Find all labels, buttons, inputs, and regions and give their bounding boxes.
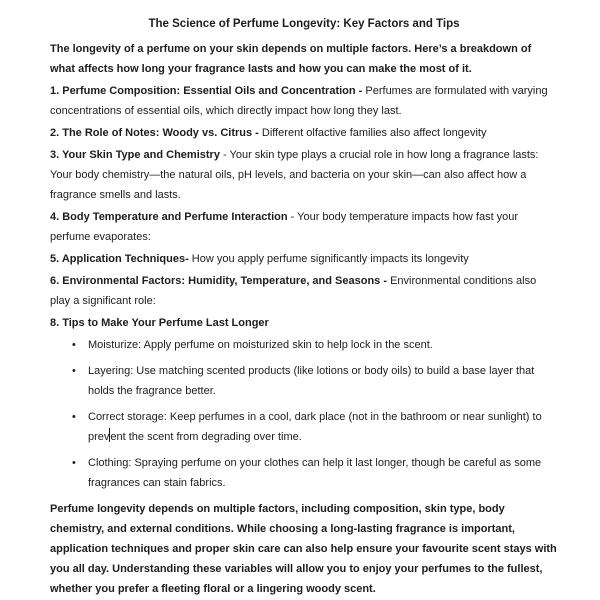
tip-item-moisturize[interactable]: • Moisturize: Apply perfume on moisturized skin to help lock in the scent. xyxy=(88,335,558,355)
section-5-application-techniques[interactable] xyxy=(50,249,558,269)
section-2-role-of-notes[interactable] xyxy=(50,123,558,143)
section-2-body: Different olfactive families also affect longevity xyxy=(261,127,487,139)
section-3-skin-type-chemistry[interactable] xyxy=(50,145,558,205)
section-4-heading: 4. Body Temperature and Perfume Interaction xyxy=(50,211,288,223)
tips-heading[interactable]: 8. Tips to Make Your Perfume Last Longer xyxy=(50,317,269,329)
section-1-body: Perfumes are formulated with varying concentrations of essential oils, which directly impact how long they last. xyxy=(50,85,548,117)
section-2-heading: 2. The Role of Notes: Woody vs. Citrus - xyxy=(50,127,262,139)
conclusion-paragraph[interactable]: Perfume longevity depends on multiple factors, including composition, skin type, body chemistry, and external conditions. While choosing a long-lasting fragrance is important, application techniques and proper skin care can also help ensure your favourite scent stays with you all day. Understanding these variables will allow you to enjoy your perfumes to the fullest, whether you prefer a fleeting floral or a lingering woody scent. xyxy=(50,503,557,595)
section-6-environmental-factors[interactable] xyxy=(50,271,558,311)
tip-text-after-caret: ent the scent from degrading over time. xyxy=(110,431,302,443)
tip-text-before-caret: Correct storage: Keep perfumes in a cool, dark place (not in the bathroom or near sunlight) to prev xyxy=(88,411,542,443)
section-6-body: Environmental conditions also play a significant role: xyxy=(50,275,537,307)
intro-paragraph[interactable]: The longevity of a perfume on your skin depends on multiple factors. Here’s a breakdown of what affects how long your fragrance lasts and how you can make the most of it. xyxy=(50,43,532,75)
section-5-body: How you apply perfume significantly impacts its longevity xyxy=(188,253,469,265)
tips-list xyxy=(50,335,558,493)
tip-item-clothing[interactable]: • Clothing: Spraying perfume on your clothes can help it last longer, though be careful as some fragrances can stain fabrics. xyxy=(88,453,558,493)
section-3-heading: 3. Your Skin Type and Chemistry xyxy=(50,149,220,161)
section-1-perfume-composition[interactable] xyxy=(50,81,558,121)
section-4-body-temperature[interactable] xyxy=(50,207,558,247)
tip-item-correct-storage[interactable] xyxy=(88,407,558,447)
section-3-body: - Your skin type plays a crucial role in how long a fragrance lasts: Your body chemistry—the natural oils, pH levels, and bacteria on your skin—can also affect how a fragrance smells and lasts. xyxy=(50,149,539,201)
section-6-heading: 6. Environmental Factors: Humidity, Temperature, and Seasons - xyxy=(50,275,391,287)
section-4-body: - Your body temperature impacts how fast your perfume evaporates: xyxy=(50,211,519,243)
section-1-heading: 1. Perfume Composition: Essential Oils and Concentration - xyxy=(50,85,366,97)
tip-item-layering[interactable]: • Layering: Use matching scented products (like lotions or body oils) to build a base layer that holds the fragrance better. xyxy=(88,361,558,401)
document-title[interactable]: The Science of Perfume Longevity: Key Factors and Tips xyxy=(148,18,460,30)
section-5-heading: 5. Application Techniques- xyxy=(50,253,189,265)
